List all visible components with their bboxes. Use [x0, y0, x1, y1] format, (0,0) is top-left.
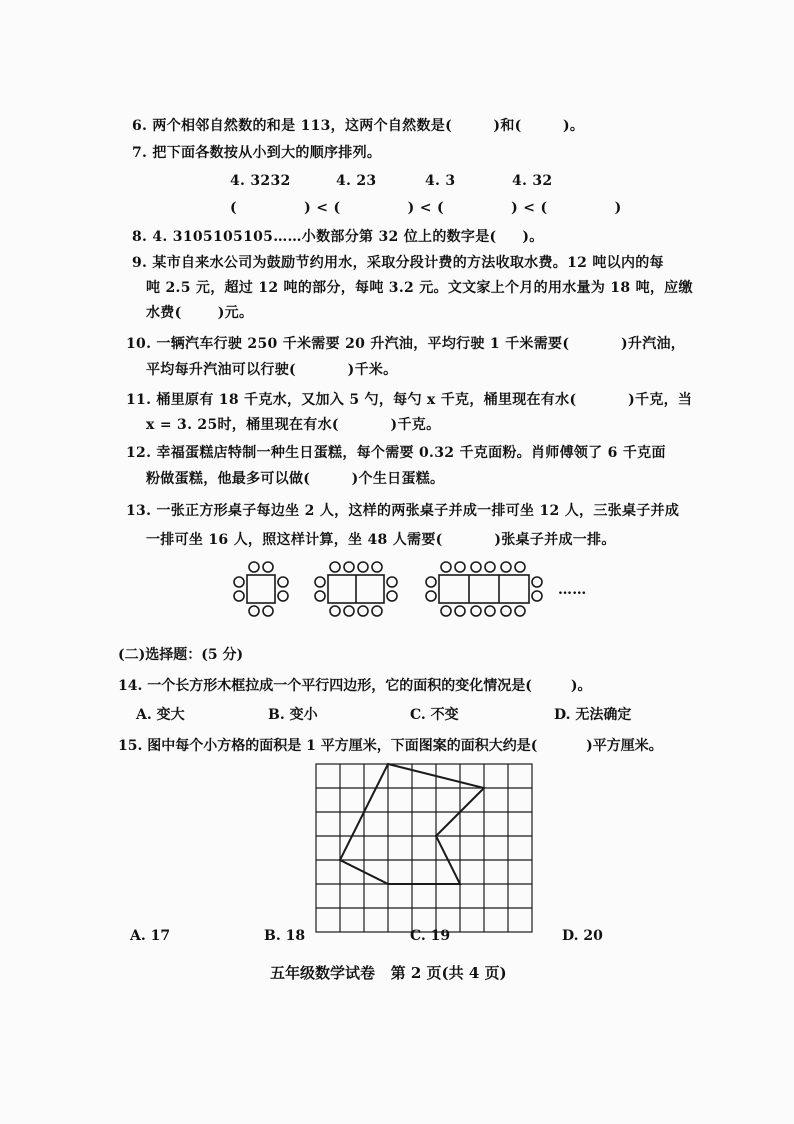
q14-option-b: B. 变小	[268, 707, 318, 723]
q7-order-blanks: ( ) < ( ) < ( ) < ( )	[230, 200, 622, 216]
question-7-title: 7. 把下面各数按从小到大的顺序排列。	[132, 145, 382, 161]
q7-number-2: 4. 23	[336, 173, 377, 189]
question-9-line-2: 吨 2.5 元，超过 12 吨的部分，每吨 3.2 元。文文家上个月的用水量为 18 吨，应缴	[146, 280, 693, 296]
question-10-line-1: 10. 一辆汽车行驶 250 千米需要 20 升汽油，平均行驶 1 千米需要( )升汽油，	[126, 336, 686, 352]
question-11-line-2: x = 3. 25时，桶里现在有水( )千克。	[146, 417, 441, 433]
q15-grid-figure	[316, 764, 532, 932]
question-13-line-2: 一排可坐 16 人，照这样计算，坐 48 人需要( )张桌子并成一排。	[146, 532, 616, 548]
question-6: 6. 两个相邻自然数的和是 113，这两个自然数是( )和( )。	[132, 118, 585, 134]
q14-option-c: C. 不变	[410, 707, 459, 723]
question-9-line-1: 9. 某市自来水公司为鼓励节约用水，采取分段计费的方法收取水费。12 吨以内的每	[132, 255, 664, 271]
question-12-line-2: 粉做蛋糕，他最多可以做( )个生日蛋糕。	[146, 471, 445, 487]
three-table-arrangement	[426, 562, 542, 616]
q14-option-a: A. 变大	[136, 707, 185, 723]
q14-option-d: D. 无法确定	[554, 707, 632, 723]
question-12-line-1: 12. 幸福蛋糕店特制一种生日蛋糕，每个需要 0.32 千克面粉。肖师傅领了 6 千克面	[126, 445, 666, 461]
q7-number-1: 4. 3232	[230, 173, 291, 189]
question-8: 8. 4. 3105105105……小数部分第 32 位上的数字是( )。	[132, 229, 544, 245]
two-table-arrangement	[315, 562, 397, 616]
grid-lines	[316, 764, 532, 932]
q7-number-3: 4. 3	[425, 173, 456, 189]
question-10-line-2: 平均每升汽油可以行驶( )千米。	[146, 362, 398, 378]
question-14: 14. 一个长方形木框拉成一个平行四边形，它的面积的变化情况是( )。	[118, 678, 592, 694]
question-9-line-3: 水费( )元。	[146, 305, 254, 321]
question-11-line-1: 11. 桶里原有 18 千克水，又加入 5 勺，每勺 x 千克，桶里现在有水( )千克，当	[126, 392, 693, 408]
choice-section-title: (二)选择题：(5 分)	[118, 647, 244, 663]
table-seating-figure	[228, 560, 568, 616]
q15-option-b: B. 18	[264, 928, 306, 944]
figure-ellipsis: ……	[558, 582, 587, 598]
question-15: 15. 图中每个小方格的面积是 1 平方厘米，下面图案的面积大约是( )平方厘米。	[118, 738, 663, 754]
q7-number-4: 4. 32	[512, 173, 553, 189]
q15-option-d: D. 20	[562, 928, 603, 944]
one-table-arrangement	[234, 562, 288, 616]
q15-option-c: C. 19	[410, 928, 451, 944]
q15-option-a: A. 17	[130, 928, 171, 944]
question-13-line-1: 13. 一张正方形桌子每边坐 2 人，这样的两张桌子并成一排可坐 12 人，三张桌子并成	[126, 503, 680, 519]
page-footer: 五年级数学试卷 第 2 页(共 4 页)	[270, 964, 507, 982]
